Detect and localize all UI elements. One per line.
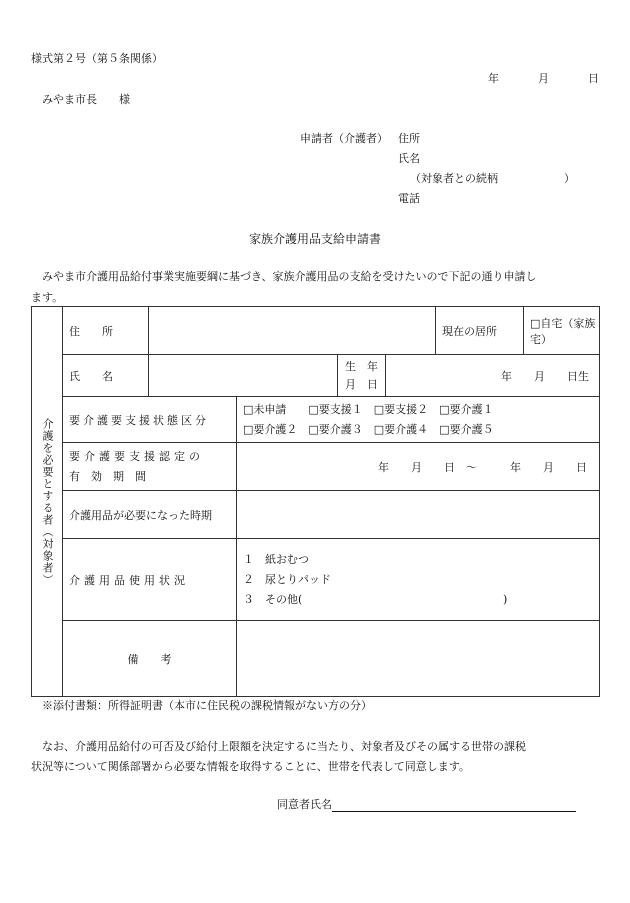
care-status-options-row-1[interactable]: □未申請 □要支援１ □要支援２ □要介護１ [243,402,494,416]
usage-label: 介護用品使用状況 [63,539,237,621]
care-status-label: 要介護要支援状態区分 [63,397,237,443]
intro-line-2: ます。 [31,291,64,304]
address-label: 住 所 [69,324,113,338]
usage-item-pads[interactable]: ２ 尿とりパッド [243,572,331,586]
applicant-relation-label: （対象者との続柄 ） [410,172,575,185]
usage-options[interactable] [237,539,600,621]
name-label: 氏 名 [69,369,113,383]
usage-item-other[interactable] [243,590,599,610]
date-month-label: 月 [538,72,549,85]
birth-label-date: 月 日 [345,377,378,391]
subject-side-label: 介護を必要とする者（対象者） [32,307,63,697]
cert-period-label-1: 要介護要支援認定の [69,449,204,463]
care-status-options-row-2[interactable]: □要介護２ □要介護３ □要介護４ □要介護５ [243,422,494,436]
address-label-cell [63,307,149,355]
needed-date-field[interactable] [237,491,600,539]
cert-period-label-cell [63,443,237,491]
birth-date-field[interactable]: 年 月 日生 [386,355,600,397]
document-title: 家族介護用品支給申請書 [248,232,381,246]
needed-date-label: 介護用品が必要になった時期 [63,491,237,539]
consent-signature [277,796,576,812]
applicant-name-label: 氏名 [398,152,420,165]
name-label-cell [63,355,149,397]
applicant-label: 申請者（介護者） [300,132,388,145]
consent-line-2: 状況等について関係部署から必要な情報を取得することに、世帯を代表して同意します。 [31,760,470,773]
addressee: みやま市長 様 [42,93,130,106]
attachment-note: ※添付書類：所得証明書（本市に住民税の課税情報がない方の分） [42,699,372,712]
remarks-label: 備 考 [63,621,237,697]
date-day-label: 日 [588,72,599,85]
signature-label: 同意者氏名 [277,798,332,811]
usage-item-diapers[interactable]: １ 紙おむつ [243,552,309,566]
cert-period-field[interactable]: 年 月 日 〜 年 月 日 [237,443,600,491]
date-year-label: 年 [488,72,499,85]
consent-line-1: なお、介護用品給付の可否及び給付上限額を決定するに当たり、対象者及びその属する世帯の課税 [42,740,526,753]
birth-label-year: 生 年 [345,359,378,373]
address-input-cell[interactable] [149,307,436,355]
birth-label-cell [338,355,386,397]
care-status-options[interactable] [237,397,600,443]
applicant-address-label: 住所 [398,132,420,145]
name-input-cell[interactable] [149,355,338,397]
form-number: 様式第２号（第５条関係） [31,52,163,65]
signature-line[interactable] [332,799,576,812]
cert-period-label-2: 有 効 期 間 [69,469,146,483]
remarks-field[interactable] [237,621,600,697]
usage-item-other-label: ３ その他( [243,592,303,606]
residence-label: 現在の居所 [436,307,524,355]
applicant-phone-label: 電話 [398,192,420,205]
application-form-table [31,306,600,697]
usage-item-other-close: ) [503,592,508,606]
intro-line-1: みやま市介護用品給付事業実施要綱に基づき、家族介護用品の支給を受けたいので下記の通り申請し [42,270,537,283]
residence-home-checkbox[interactable]: □自宅（家族宅） [524,307,600,355]
